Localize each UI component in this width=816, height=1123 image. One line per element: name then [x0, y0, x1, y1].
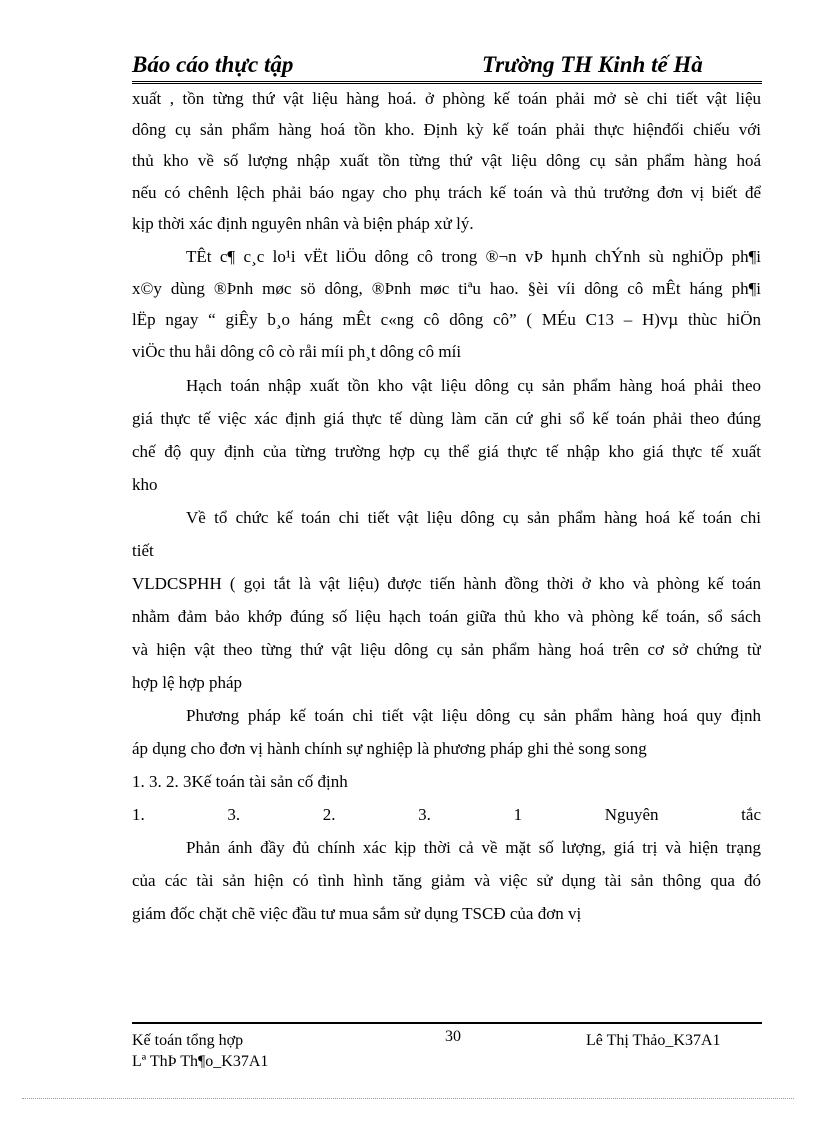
- body-line: Về tổ chức kế toán chi tiết vật liệu dông cụ sản phẩm hàng hoá kế toán chi: [186, 508, 761, 527]
- body-line: Phương pháp kế toán chi tiết vật liệu dông cụ sản phẩm hàng hoá quy định: [186, 706, 761, 725]
- body-line: thủ kho về số lượng nhập xuất tồn từng thứ vật liệu dông cụ sản phẩm hàng hoá: [132, 151, 761, 170]
- body-line: kho: [132, 475, 158, 494]
- body-line: áp dụng cho đơn vị hành chính sự nghiệp là phương pháp ghi thẻ song song: [132, 739, 647, 758]
- body-line: và hiện vật theo từng thứ vật liệu dông cụ sản phẩm hàng hoá trên cơ sở chứng từ: [132, 640, 761, 659]
- body-line: TÊt c¶ c¸c lo¹i vËt liÖu dông cô trong ®¬n vÞ hµnh chÝnh sù nghiÖp ph¶i: [186, 247, 761, 266]
- body-line: viÖc thu håi dông cô cò råi míi ph¸t dông cô míi: [132, 342, 462, 361]
- footer-department: Kế toán tổng hợp: [132, 1032, 244, 1049]
- page-header: [132, 52, 760, 82]
- page-edge-dotted-line: [22, 1098, 794, 1099]
- subsection-heading: 1. 3. 2. 3. 1 Nguyên tắc: [132, 805, 761, 824]
- body-line: dông cụ sản phẩm hàng hoá tồn kho. Định kỳ kế toán phải thực hiệnđối chiếu với: [132, 120, 761, 139]
- footer-author: Lê Thị Thảo_K37A1: [586, 1032, 721, 1049]
- body-line: nếu có chênh lệch phải báo ngay cho phụ trách kế toán và thủ trưởng đơn vị biết để: [132, 183, 761, 202]
- body-line: lËp ngay “ giÊy b¸o háng mÊt c«ng cô dông cô” ( MÉu C13 – H)vµ thùc hiÖn: [132, 310, 761, 329]
- body-line: Hạch toán nhập xuất tồn kho vật liệu dông cụ sản phẩm hàng hoá phải theo: [186, 376, 761, 395]
- body-line: của các tài sản hiện có tình hình tăng giảm và việc sử dụng tài sản thông qua đó: [132, 871, 761, 890]
- body-line: giá thực tế việc xác định giá thực tế dùng làm căn cứ ghi sổ kế toán phải theo đúng: [132, 409, 761, 428]
- header-school-name: Trường TH Kinh tế Hà: [482, 52, 703, 77]
- section-heading: 1. 3. 2. 3Kế toán tài sản cố định: [132, 772, 348, 791]
- body-line: tiết: [132, 541, 154, 560]
- body-line: chế độ quy định của từng trường hợp cụ thể giá thực tế nhập kho giá thực tế xuất: [132, 442, 761, 461]
- body-line: xuất , tồn từng thứ vật liệu hàng hoá. ở phòng kế toán phải mở sè chi tiết vật liệu: [132, 89, 761, 108]
- body-line: x©y dùng ®Þnh møc sö dông, ®Þnh møc tiªu hao. §èi víi dông cô mÊt háng ph¶i: [132, 279, 761, 298]
- page-number: 30: [445, 1028, 461, 1045]
- body-line: giám đốc chặt chẽ việc đầu tư mua sắm sử dụng TSCĐ của đơn vị: [132, 904, 582, 923]
- body-line: hợp lệ hợp pháp: [132, 673, 243, 692]
- header-report-title: Báo cáo thực tập: [132, 52, 294, 77]
- footer-author-garbled: Lª ThÞ Th¶o_K37A1: [132, 1053, 269, 1070]
- body-line: VLDCSPHH ( gọi tắt là vật liệu) được tiến hành đồng thời ở kho và phòng kế toán: [132, 574, 761, 593]
- footer-rule: [132, 1022, 762, 1024]
- body-line: Phản ánh đầy đủ chính xác kịp thời cả về mặt số lượng, giá trị và hiện trạng: [186, 838, 761, 857]
- body-line: kịp thời xác định nguyên nhân và biện pháp xử lý.: [132, 214, 474, 233]
- body-line: nhằm đảm bảo khớp đúng số liệu hạch toán giữa thủ kho và phòng kế toán, sổ sách: [132, 607, 761, 626]
